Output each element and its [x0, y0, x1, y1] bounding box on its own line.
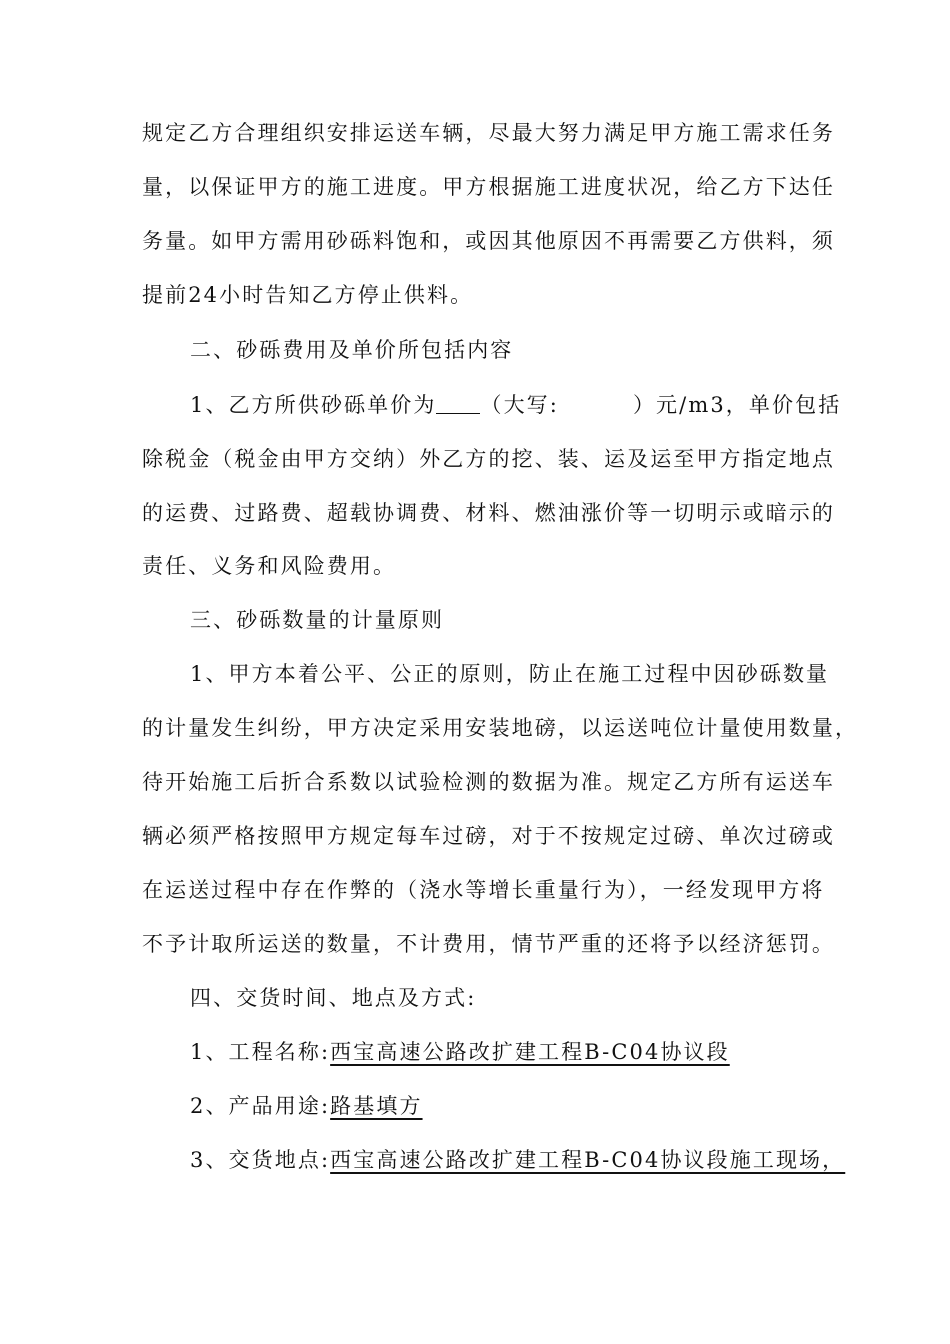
- para1-line-1: 规定乙方合理组织安排运送车辆，尽最大努力满足甲方施工需求任务: [142, 121, 835, 145]
- section4-heading: 四、交货时间、地点及方式:: [190, 986, 477, 1010]
- section3-line-6: 不予计取所运送的数量，不计费用，情节严重的还将予以经济惩罚。: [142, 932, 835, 956]
- section2-line-4: 责任、义务和风险费用。: [142, 554, 397, 578]
- section2-heading: 二、砂砾费用及单价所包括内容: [190, 338, 514, 362]
- unit-price-prefix: 1、乙方所供砂砾单价为: [190, 393, 437, 417]
- unit-price-blank: [436, 393, 480, 414]
- product-use-line: [190, 1091, 423, 1121]
- section3-item1-first-line: 1、甲方本着公平、公正的原则，防止在施工过程中因砂砾数量: [190, 662, 830, 686]
- section3-line-5: 在运送过程中存在作弊的（浇水等增长重量行为），一经发现甲方将: [142, 878, 825, 902]
- section2-item1-first-line: [190, 390, 841, 420]
- delivery-location-label: 3、交货地点:: [190, 1148, 331, 1172]
- section3-line-3: 待开始施工后折合系数以试验检测的数据为准。规定乙方所有运送车: [142, 770, 835, 794]
- section3-heading: 三、砂砾数量的计量原则: [190, 608, 445, 632]
- para1-line-3: 务量。如甲方需用砂砾料饱和，或因其他原因不再需要乙方供料，须: [142, 229, 835, 253]
- product-use-value: 路基填方: [330, 1094, 423, 1118]
- project-name-value: 西宝高速公路改扩建工程B-C04协议段: [330, 1040, 730, 1064]
- section3-line-2: 的计量发生纠纷，甲方决定采用安装地磅，以运送吨位计量使用数量，: [142, 716, 859, 740]
- para1-line-2: 量，以保证甲方的施工进度。甲方根据施工进度状况，给乙方下达任: [142, 175, 835, 199]
- product-use-label: 2、产品用途:: [190, 1094, 331, 1118]
- section2-line-3: 的运费、过路费、超载协调费、材料、燃油涨价等一切明示或暗示的: [142, 501, 835, 525]
- para1-line-4: 提前24小时告知乙方停止供料。: [142, 283, 474, 307]
- delivery-location-line: [190, 1145, 845, 1175]
- unit-price-capital-label: （大写:: [480, 393, 559, 417]
- unit-price-suffix: ）元/m3，单价包括: [632, 393, 842, 417]
- project-name-line: [190, 1037, 730, 1067]
- section2-line-2: 除税金（税金由甲方交纳）外乙方的挖、装、运及运至甲方指定地点: [142, 447, 835, 471]
- section3-line-4: 辆必须严格按照甲方规定每车过磅，对于不按规定过磅、单次过磅或: [142, 824, 835, 848]
- project-name-label: 1、工程名称:: [190, 1040, 331, 1064]
- delivery-location-value: 西宝高速公路改扩建工程B-C04协议段施工现场，: [330, 1148, 846, 1172]
